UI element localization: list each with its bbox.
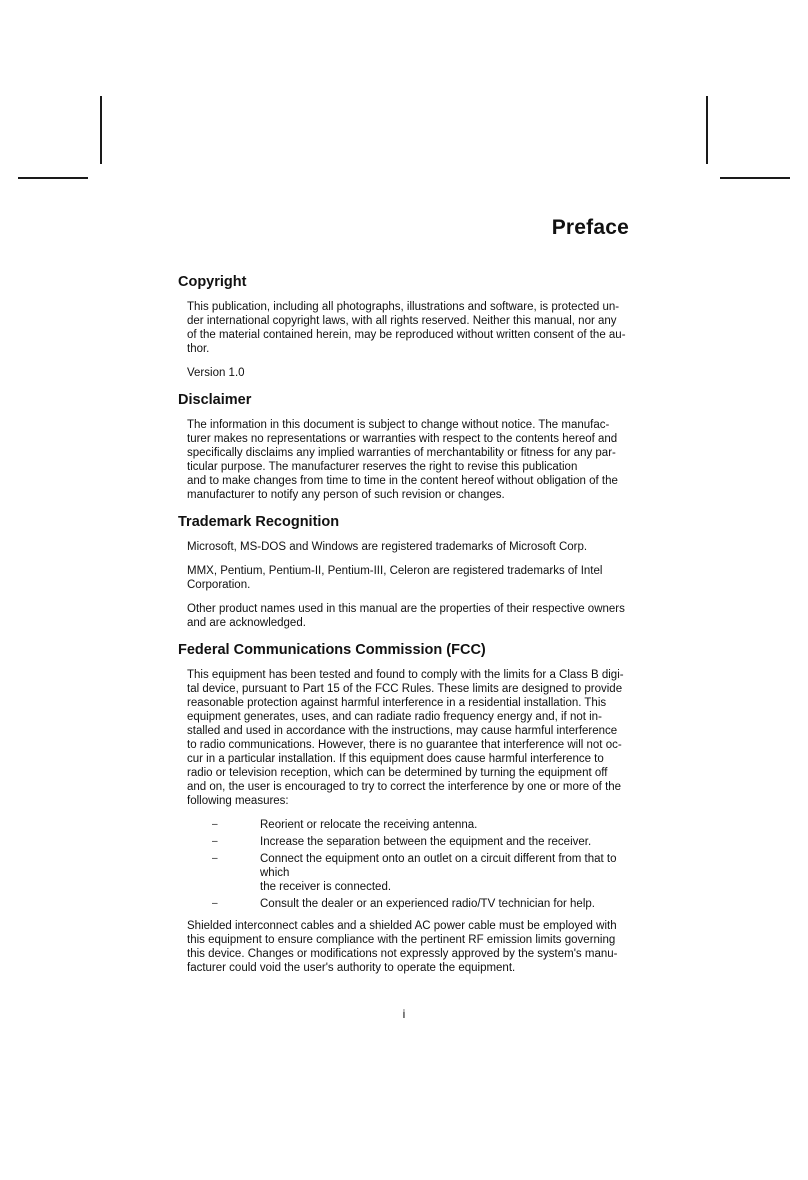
page-title: Preface <box>551 216 629 239</box>
section-heading-fcc: Federal Communications Commission (FCC) <box>178 642 486 658</box>
trademark-paragraph-others: Other product names used in this manual are the properties of their respective owners and are acknowledged. <box>187 603 625 629</box>
trademark-paragraph-microsoft: Microsoft, MS-DOS and Windows are registered trademarks of Microsoft Corp. <box>187 541 588 553</box>
bullet-dash: – <box>212 898 218 909</box>
page-content <box>178 272 630 985</box>
list-item-text: Connect the equipment onto an outlet on a circuit different from that to which the receiver is connected. <box>260 853 617 893</box>
list-item-text: Consult the dealer or an experienced radio/TV technician for help. <box>260 898 595 910</box>
crop-mark-top-left-horizontal <box>18 177 88 179</box>
disclaimer-paragraph: The information in this document is subject to change without notice. The manufac- turer makes no representations or warranties with respect to the contents hereof and specifically disclaims any implied warranties of merchantability or fitness for any par- ticular purpose. The manufacturer reserves the right to revise this publication and to make changes from time to time in the content hereof without obligation of the manufacturer to notify any person of such revision or changes. <box>187 419 618 501</box>
section-heading-copyright: Copyright <box>178 274 247 290</box>
list-item <box>212 818 630 832</box>
list-item <box>212 852 630 894</box>
crop-mark-top-right-horizontal <box>720 177 790 179</box>
version-text: Version 1.0 <box>187 367 245 379</box>
page-number: i <box>402 1007 406 1021</box>
section-trademark <box>178 512 630 630</box>
section-heading-trademark: Trademark Recognition <box>178 514 340 530</box>
list-item <box>212 835 630 849</box>
fcc-measures-list <box>187 818 630 911</box>
section-copyright <box>178 272 630 380</box>
section-heading-disclaimer: Disclaimer <box>178 392 252 408</box>
bullet-dash: – <box>212 853 218 864</box>
crop-mark-top-left-vertical <box>100 96 102 164</box>
bullet-dash: – <box>212 836 218 847</box>
crop-mark-top-right-vertical <box>706 96 708 164</box>
list-item-text: Increase the separation between the equipment and the receiver. <box>260 836 592 848</box>
list-item <box>212 897 630 911</box>
section-fcc <box>178 640 630 975</box>
fcc-closing-paragraph: Shielded interconnect cables and a shielded AC power cable must be employed with this equipment to ensure compliance with the pertinent RF emission limits governing this device. Changes or modifications not expressly approved by the system's manu- facturer could void the user's authority to operate the equipment. <box>187 920 618 974</box>
trademark-paragraph-intel: MMX, Pentium, Pentium-II, Pentium-III, Celeron are registered trademarks of Intel Corporation. <box>187 565 603 591</box>
section-disclaimer <box>178 390 630 502</box>
list-item-text: Reorient or relocate the receiving antenna. <box>260 819 478 831</box>
copyright-paragraph: This publication, including all photographs, illustrations and software, is protected un- der international copyright laws, with all rights reserved. Neither this manual, nor any of the material contained herein, may be reproduced without written consent of the au- thor. <box>187 301 626 355</box>
fcc-intro-paragraph: This equipment has been tested and found to comply with the limits for a Class B digi- tal device, pursuant to Part 15 of the FCC Rules. These limits are designed to provide reasonable protection against harmful interference in a residential installation. This equipment generates, uses, and can radiate radio frequency energy and, if not in- stalled and used in accordance with the instructions, may cause harmful interference to radio communications. However, there is no guarantee that interference will not oc- cur in a particular installation. If this equipment does cause harmful interference to radio or television reception, which can be determined by turning the equipment off and on, the user is encouraged to try to correct the interference by one or more of the following measures: <box>187 669 624 807</box>
bullet-dash: – <box>212 819 218 830</box>
